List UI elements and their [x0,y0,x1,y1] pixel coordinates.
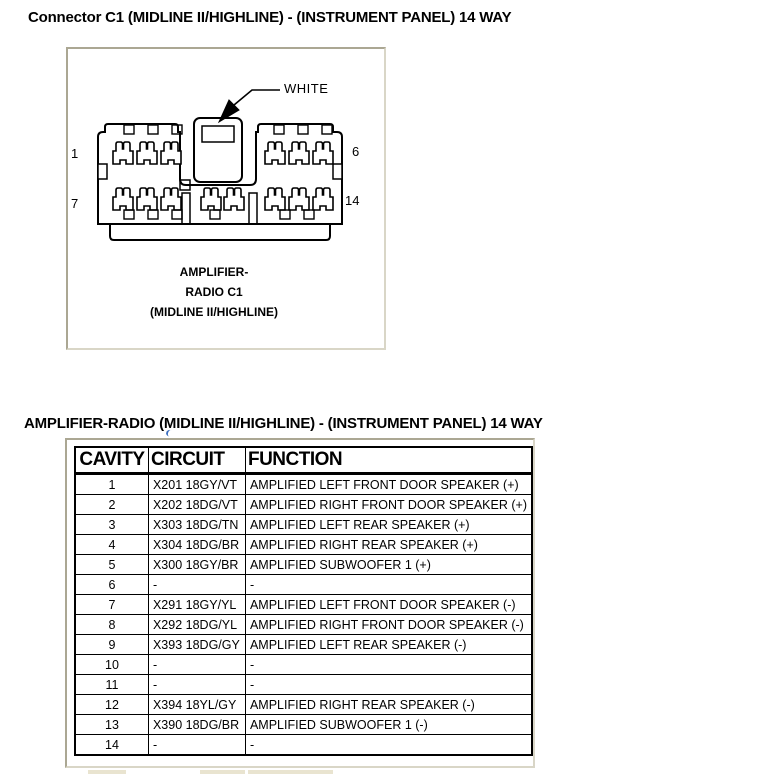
white-key-tab [194,118,242,182]
table-row [75,695,532,715]
function-cell: AMPLIFIED LEFT REAR SPEAKER (-) [245,635,532,655]
function-cell: - [245,575,532,595]
function-cell: AMPLIFIED RIGHT REAR SPEAKER (-) [245,695,532,715]
function-cell: AMPLIFIED LEFT FRONT DOOR SPEAKER (+) [245,474,532,495]
connector-diagram-box [66,47,386,350]
circuit-cell: X201 18GY/VT [148,474,245,495]
function-cell: AMPLIFIED RIGHT FRONT DOOR SPEAKER (-) [245,615,532,635]
circuit-cell: - [148,655,245,675]
page-edge-artifact [200,770,245,774]
cavity-cell: 12 [75,695,148,715]
function-cell: - [245,655,532,675]
function-cell: AMPLIFIED SUBWOOFER 1 (-) [245,715,532,735]
function-cell: AMPLIFIED RIGHT REAR SPEAKER (+) [245,535,532,555]
cavity-cell: 7 [75,595,148,615]
cavity-cell: 13 [75,715,148,735]
function-cell: - [245,675,532,695]
table-row [75,715,532,735]
table-row [75,655,532,675]
circuit-cell: - [148,675,245,695]
scan-artifact-mark [165,429,175,438]
caption-line-2: RADIO C1 [185,285,243,299]
pinout-table-box [65,438,535,768]
caption-line-3: (MIDLINE II/HIGHLINE) [150,305,278,319]
cavity-cell: 2 [75,495,148,515]
cavity-cell: 10 [75,655,148,675]
circuit-cell: X303 18DG/TN [148,515,245,535]
wire-color-label: WHITE [284,81,329,96]
table-row [75,595,532,615]
cavity-cell: 8 [75,615,148,635]
circuit-cell: X394 18YL/GY [148,695,245,715]
circuit-cell: X292 18DG/YL [148,615,245,635]
cavity-cell: 5 [75,555,148,575]
function-cell: AMPLIFIED RIGHT FRONT DOOR SPEAKER (+) [245,495,532,515]
table-row [75,555,532,575]
header-function: FUNCTION [245,447,532,474]
function-cell: AMPLIFIED LEFT FRONT DOOR SPEAKER (-) [245,595,532,615]
circuit-cell: X304 18DG/BR [148,535,245,555]
circuit-cell: X300 18GY/BR [148,555,245,575]
circuit-cell: X390 18DG/BR [148,715,245,735]
circuit-cell: X291 18GY/YL [148,595,245,615]
pinout-table [74,446,533,756]
table-row [75,535,532,555]
function-cell: - [245,735,532,756]
table-row [75,675,532,695]
pin-label-1: 1 [71,146,79,161]
table-row [75,615,532,635]
cavity-cell: 11 [75,675,148,695]
cavity-cell: 4 [75,535,148,555]
circuit-cell: - [148,735,245,756]
table-row [75,474,532,495]
table-row [75,735,532,756]
white-leader-line [234,90,280,105]
connector-title: Connector C1 (MIDLINE II/HIGHLINE) - (INSTRUMENT PANEL) 14 WAY [28,9,512,26]
table-row [75,575,532,595]
table-row [75,515,532,535]
table-title: AMPLIFIER-RADIO (MIDLINE II/HIGHLINE) - (INSTRUMENT PANEL) 14 WAY [24,415,543,432]
header-cavity: CAVITY [75,447,148,474]
connector-flange [110,224,330,240]
function-cell: AMPLIFIED SUBWOOFER 1 (+) [245,555,532,575]
table-header-row [75,447,532,474]
table-row [75,495,532,515]
header-circuit: CIRCUIT [148,447,245,474]
function-cell: AMPLIFIED LEFT REAR SPEAKER (+) [245,515,532,535]
circuit-cell: X393 18DG/GY [148,635,245,655]
cavity-cell: 1 [75,474,148,495]
cavity-cell: 14 [75,735,148,756]
page-edge-artifact [88,770,126,774]
cavity-cell: 6 [75,575,148,595]
table-row [75,635,532,655]
circuit-cell: X202 18DG/VT [148,495,245,515]
cavity-cell: 3 [75,515,148,535]
pin-label-7: 7 [71,196,79,211]
page-edge-artifact [248,770,333,774]
pin-label-14: 14 [345,193,360,208]
table-body [75,474,532,756]
connector-caption [68,262,360,322]
caption-line-1: AMPLIFIER- [179,265,249,279]
circuit-cell: - [148,575,245,595]
cavity-cell: 9 [75,635,148,655]
pin-label-6: 6 [352,144,360,159]
